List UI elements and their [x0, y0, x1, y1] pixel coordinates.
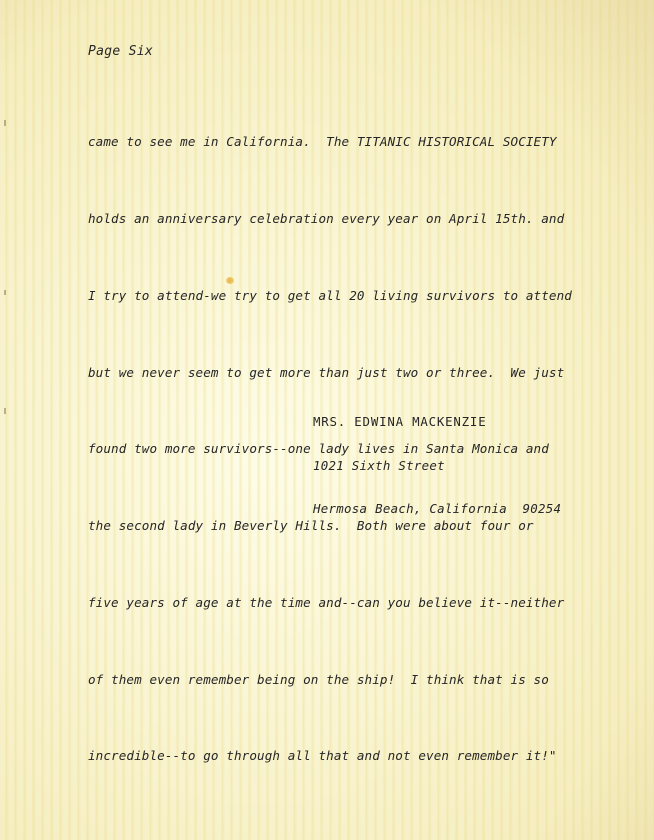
paper-edge-mark [4, 120, 6, 126]
body-line: incredible--to go through all that and not even remember it!" [88, 748, 557, 764]
body-line: of them even remember being on the ship! I think that is so [88, 671, 549, 687]
body-line: I try to attend-we try to get all 20 living survivors to attend [88, 287, 572, 303]
paper-edge-mark [4, 408, 6, 414]
paper-edge-mark [4, 290, 6, 295]
signature-block [313, 386, 561, 546]
page-header: Page Six [88, 44, 154, 59]
signature-name: MRS. EDWINA MACKENZIE [313, 414, 487, 429]
body-line: five years of age at the time and--can you believe it--neither [88, 594, 565, 610]
body-line: holds an anniversary celebration every year on April 15th. and [88, 210, 565, 226]
body-line: found two more survivors--one lady lives in Santa Monica and [88, 441, 549, 457]
body-line: the second lady in Beverly Hills. Both were about four or [88, 518, 534, 534]
ink-stain [226, 277, 234, 284]
body-line: but we never seem to get more than just two or three. We just [88, 364, 565, 380]
signature-street: 1021 Sixth Street [313, 457, 445, 473]
body-line: came to see me in California. The TITANIC HISTORICAL SOCIETY [88, 134, 557, 150]
signature-city: Hermosa Beach, California 90254 [313, 501, 562, 516]
